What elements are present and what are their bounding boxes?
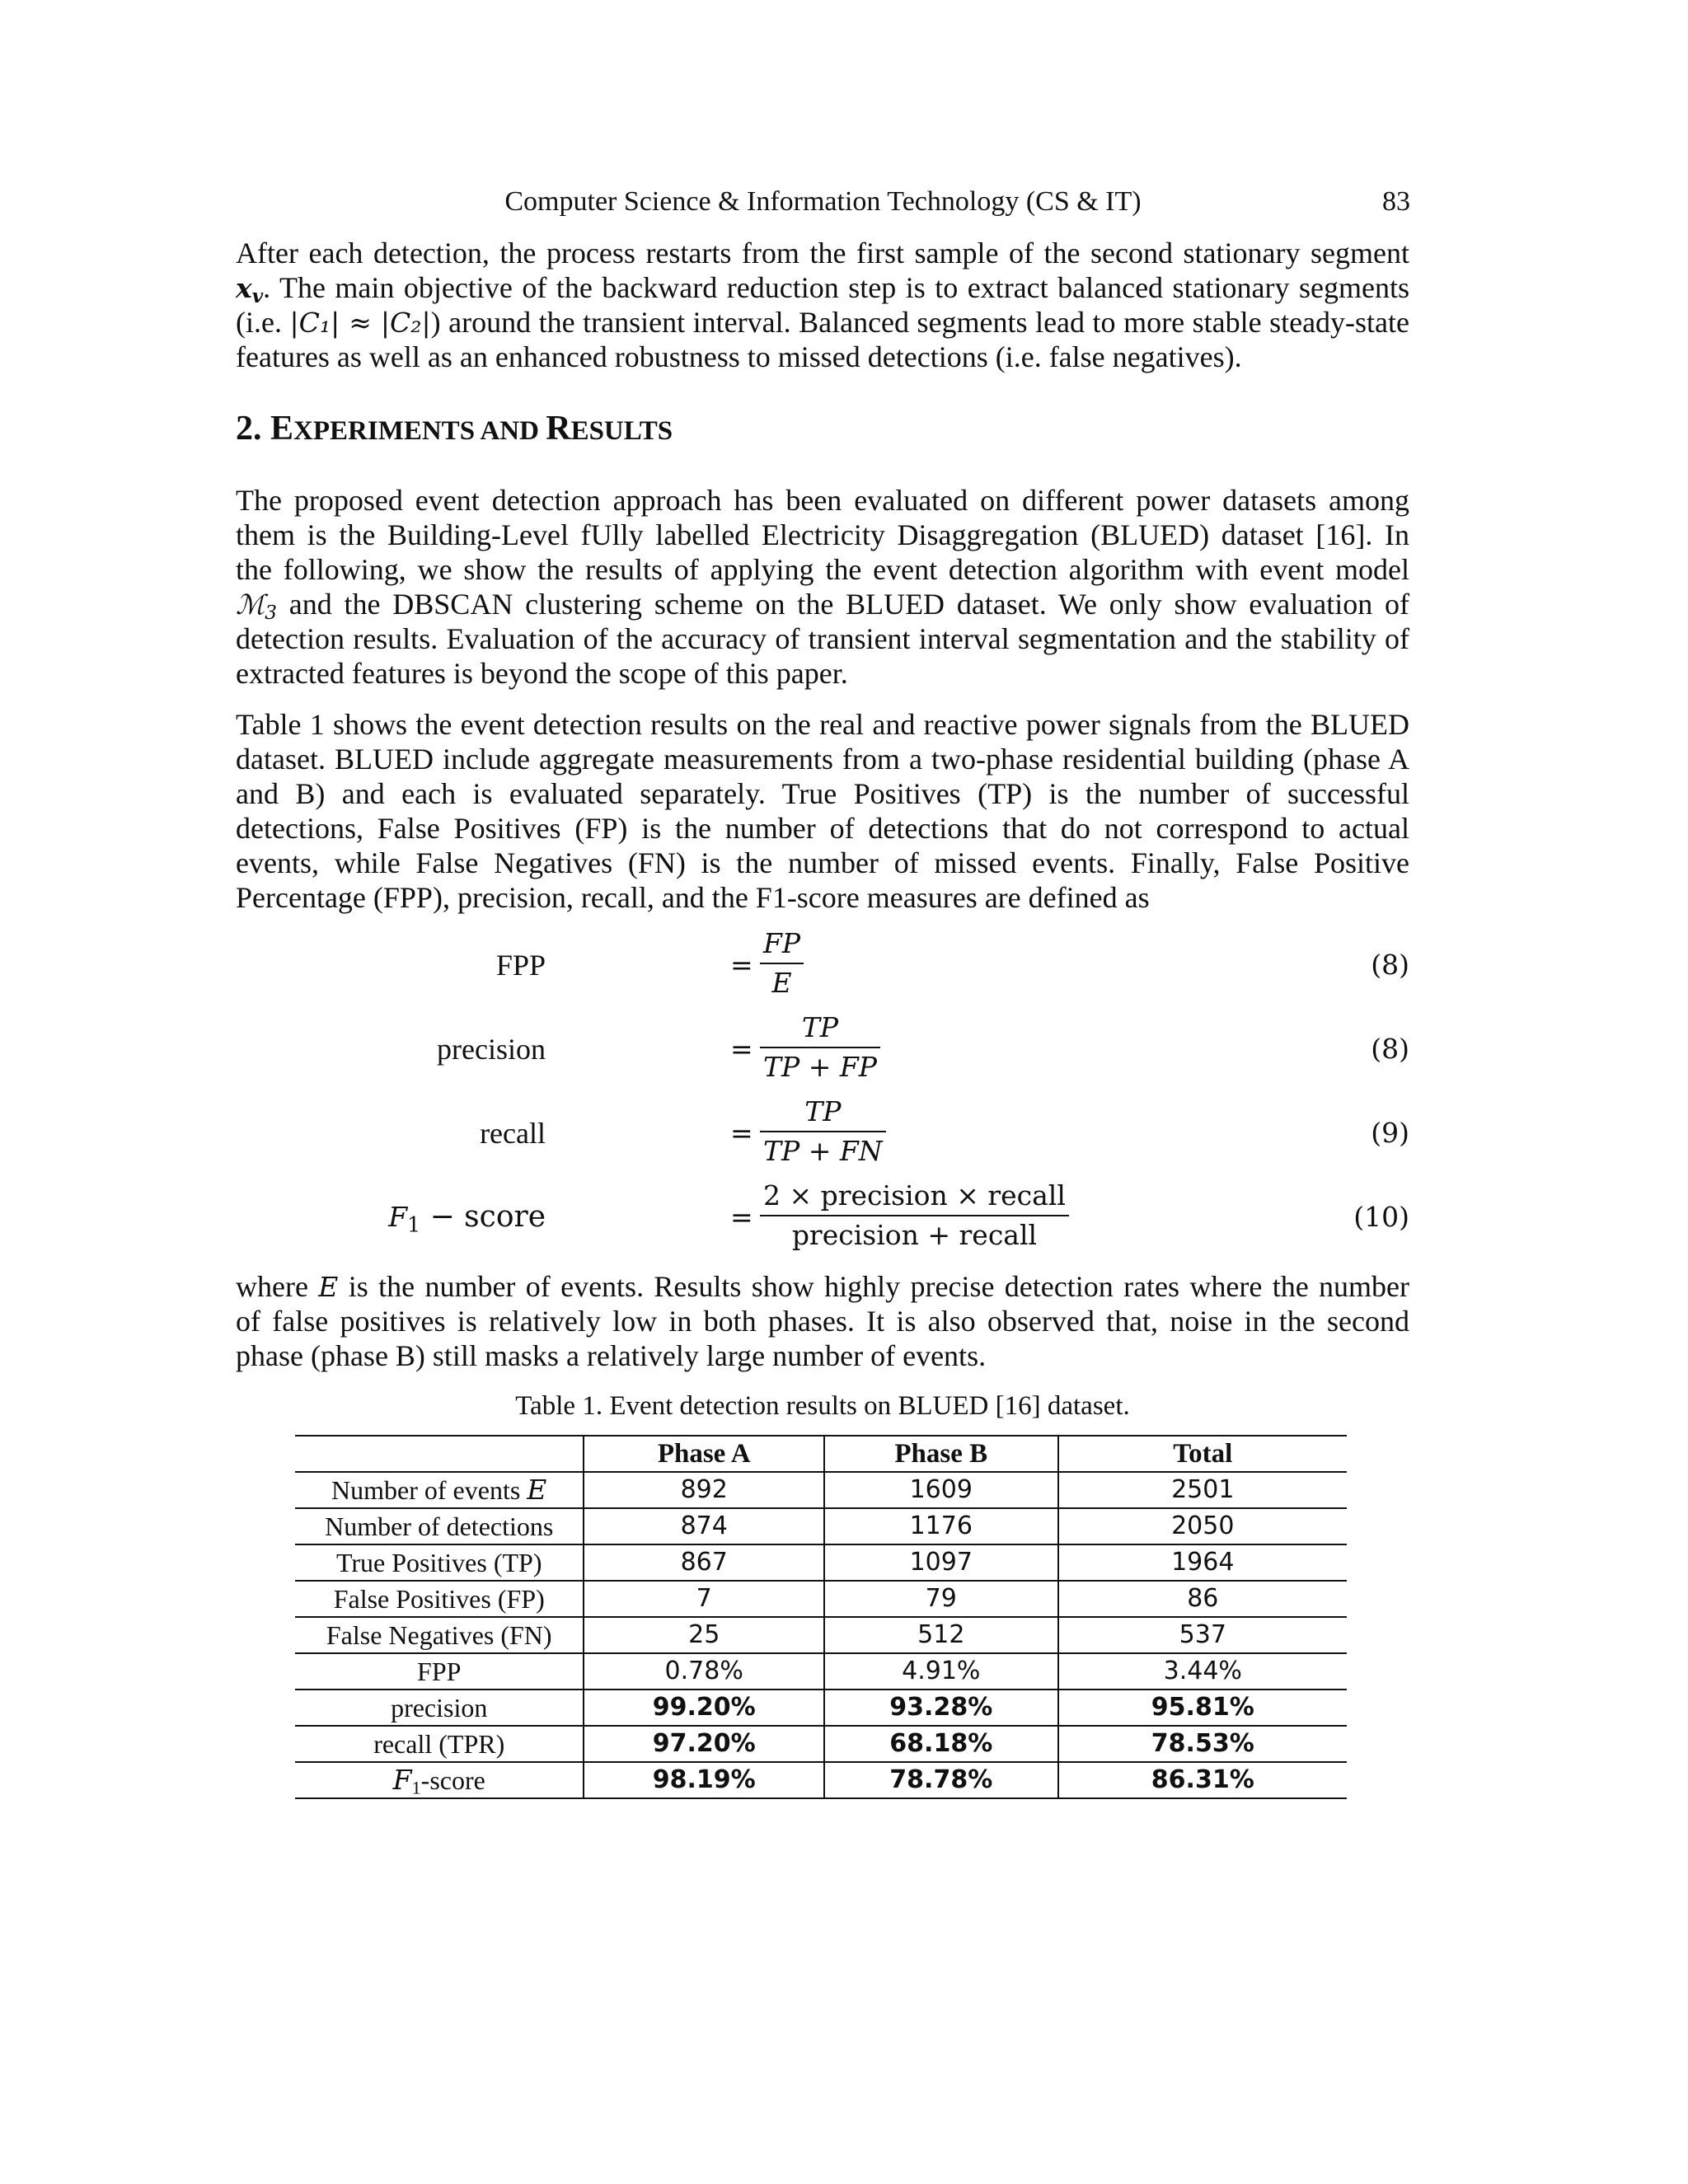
equation-number: (8) (1371, 949, 1409, 981)
p1-line-3: the following, we show the results of applying the event detection algorithm with event model (236, 553, 1409, 586)
p2-line-4: detections, False Positives (FP) is the number of detections that do not correspond to actual (236, 812, 1409, 845)
p1-line-2: them is the Building-Level fUlly labelled Electricity Disaggregation (BLUED) dataset [16]. In (236, 518, 1409, 551)
paragraph-2 (236, 707, 1409, 915)
equation-precision: precision = $\frac{TP}{TP + FP}$ (8) (236, 1009, 1409, 1091)
p1-line-6: extracted features is beyond the scope of this paper. (236, 657, 848, 690)
intro-line-2: $x_v$. The main objective of the backward reduction step is to extract balanced stationary segments (236, 271, 1409, 307)
table-row: Number of events E 892 1609 2501 (295, 1472, 1347, 1508)
equation-fpp: FPP = $\frac{FP}{E}$ (8) (236, 925, 1409, 1007)
table-row: precision 99.20% 93.28% 95.81% (295, 1690, 1347, 1726)
table-header-row (295, 1436, 1347, 1472)
p2-line-2: dataset. BLUED include aggregate measurements from a two-phase residential building (phase A (236, 743, 1409, 776)
segment-variable: $x_v$ (236, 272, 264, 307)
results-table (295, 1435, 1347, 1799)
header-cell: Total (1173, 1439, 1233, 1469)
table-row: False Positives (FP) 7 79 86 (295, 1581, 1347, 1617)
table-caption: Table 1. Event detection results on BLUED [16] dataset. (515, 1391, 1130, 1421)
balance-condition: |C₁| ≈ |C₂| (289, 307, 431, 339)
equation-number: (8) (1371, 1033, 1409, 1065)
journal-title: Computer Science & Information Technology (CS & IT) (504, 186, 1142, 217)
p2-line-5: events, while False Negatives (FN) is the number of missed events. Finally, False Positive (236, 846, 1409, 879)
page-number: 83 (1382, 186, 1410, 217)
intro-paragraph (236, 236, 1409, 374)
p1-line-4: ℳ$_3$ and the DBSCAN clustering scheme on the BLUED dataset. We only show evaluation of (236, 588, 1409, 624)
intro-line-4: features as well as an enhanced robustness to missed detections (i.e. false negatives). (236, 340, 1242, 373)
header-cell: Phase A (584, 1436, 824, 1472)
paragraph-3 (236, 1269, 1409, 1373)
p2-line-3: and B) and each is evaluated separately. True Positives (TP) is the number of successful (236, 777, 1409, 810)
p3-line-1: where E is the number of events. Results show highly precise detection rates where the number (236, 1270, 1409, 1303)
fraction: $\frac{FP}{E}$ (760, 925, 804, 1002)
p3-line-3: phase (phase B) still masks a relatively large number of events. (236, 1339, 987, 1372)
p3-line-2: of false positives is relatively low in both phases. It is also observed that, noise in the second (236, 1305, 1409, 1338)
equation-number: (9) (1371, 1117, 1409, 1149)
table-row: Number of detections 874 1176 2050 (295, 1508, 1347, 1544)
p1-line-5: detection results. Evaluation of the accuracy of transient interval segmentation and the stability of (236, 622, 1409, 655)
paragraph-1 (236, 483, 1409, 691)
header-cell (295, 1436, 584, 1472)
p1-line-1: The proposed event detection approach has been evaluated on different power datasets among (236, 484, 1409, 517)
table-row: False Negatives (FN) 25 512 537 (295, 1617, 1347, 1653)
table-row: recall (TPR) 97.20% 68.18% 78.53% (295, 1726, 1347, 1762)
table-row: $F_1$-score 98.19% 78.78% 86.31% (295, 1762, 1347, 1798)
section-heading: 2. EXPERIMENTS AND RESULTS (236, 410, 673, 448)
table-row: True Positives (TP) 867 1097 1964 (295, 1544, 1347, 1581)
header-cell: Phase B (824, 1436, 1058, 1472)
p2-line-6: Percentage (FPP), precision, recall, and the F1-score measures are defined as (236, 881, 1150, 914)
table-row: FPP 0.78% 4.91% 3.44% (295, 1653, 1347, 1690)
equation-recall: recall = $\frac{TP}{TP + FN}$ (9) (236, 1093, 1409, 1175)
fraction: $\frac{TP}{TP + FP}$ (760, 1009, 880, 1086)
intro-line-1: After each detection, the process restarts from the first sample of the second stationary segment (236, 237, 1409, 269)
fraction: 2 × precision × recall precision + recall (760, 1177, 1069, 1254)
equation-f1-score: $F_1$ − score = 2 × precision × recall precision + recall (10) (236, 1177, 1409, 1259)
event-model-symbol: ℳ$_3$ (236, 588, 277, 624)
running-header (236, 183, 1410, 221)
fraction: $\frac{TP}{TP + FN}$ (760, 1093, 886, 1170)
intro-line-3: (i.e. |C₁| ≈ |C₂|) around the transient interval. Balanced segments lead to more stable steady-state (236, 306, 1410, 339)
equation-number: (10) (1353, 1201, 1409, 1233)
p2-line-1: Table 1 shows the event detection results on the real and reactive power signals from the BLUED (236, 708, 1409, 741)
